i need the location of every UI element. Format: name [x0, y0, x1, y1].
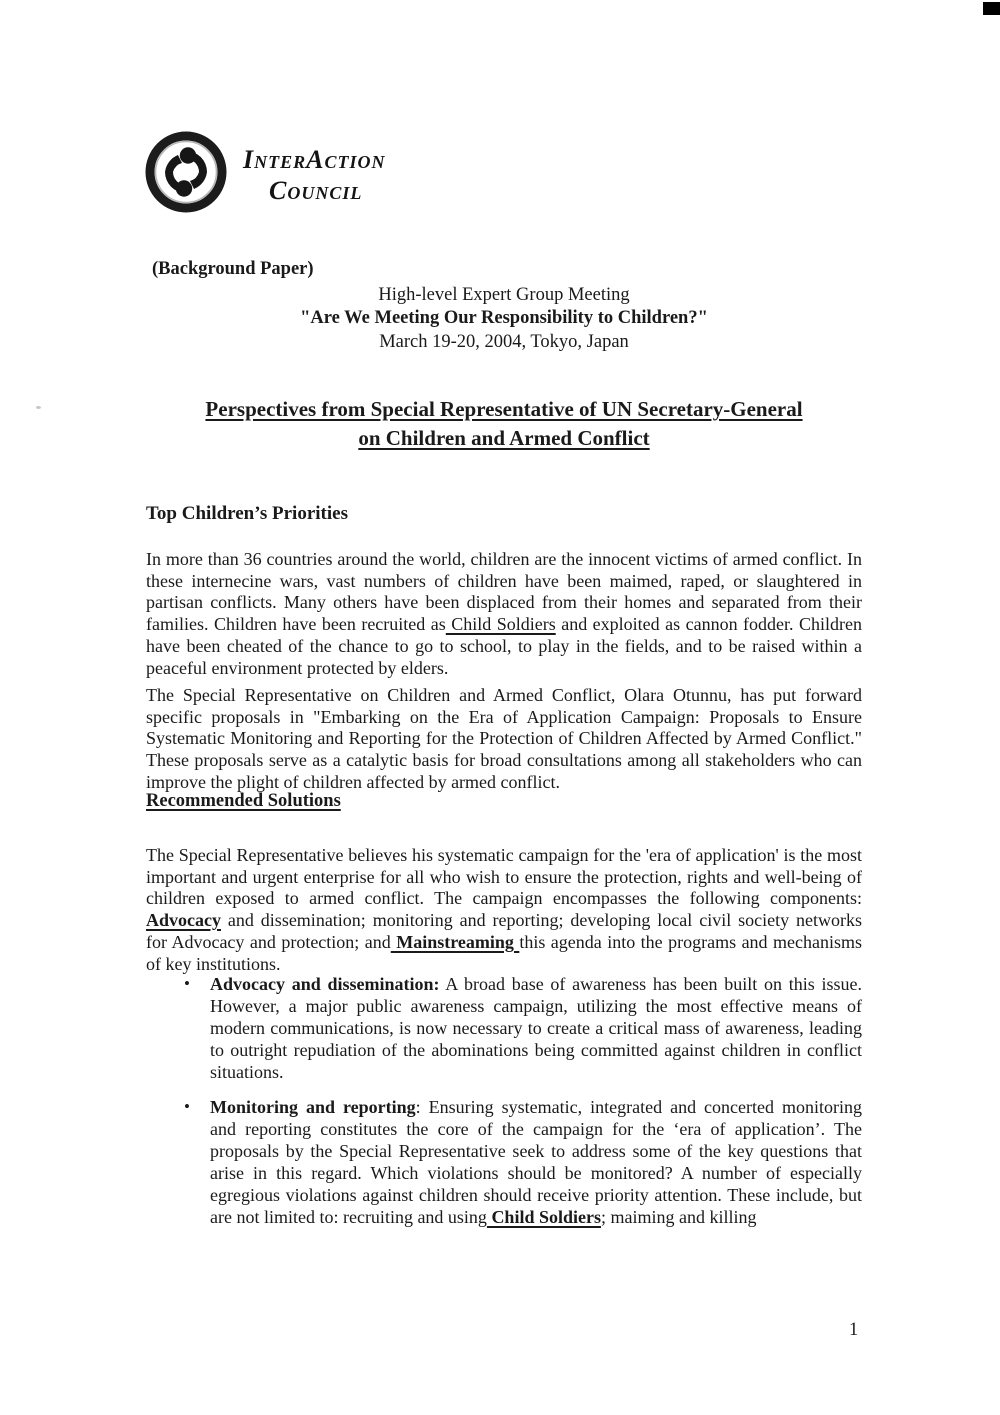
paragraph-priorities-2: The Special Representative on Children and Armed Conflict, Olara Otunnu, has put forward specific proposals in "Embarking on the Era of Application Campaign: Proposals to Ensure Systematic Monitoring and Reporting for the Protection of Children Affected by Armed Conflict." These proposals serve as a catalytic basis for broad consultations among all stakeholders who can improve the plight of children affected by armed conflict. [146, 685, 862, 792]
text-run: and dissemination; monitoring and reporting; developing local civil society networks for Advocacy and protection; and [146, 910, 862, 952]
interaction-council-logo [145, 131, 385, 213]
bullet-icon: • [184, 1097, 190, 1116]
text-run: A broad base of awareness has been built on this issue. However, a major public awareness campaign, utilizing the most effective means of modern communications, is now necessary to create a critical mass of awareness, leading to outright repudiation of the abominations being committed against children in conflict situations. [210, 974, 862, 1082]
text-run-bold-underlined: Advocacy [146, 910, 221, 931]
text-run-underlined: Child Soldiers [445, 614, 556, 635]
logo-wordmark [243, 144, 385, 206]
meeting-date-location: March 19-20, 2004, Tokyo, Japan [379, 331, 629, 352]
tomoe-swirl-emblem-icon [145, 131, 227, 213]
document-title-line2: on Children and Armed Conflict [358, 426, 650, 450]
document-title [146, 395, 862, 453]
bullet-item-monitoring [184, 1097, 862, 1228]
document-title-line1: Perspectives from Special Representative of UN Secretary-General [205, 397, 803, 421]
text-run-bold-underlined: Child Soldiers [486, 1206, 601, 1227]
logo-name-line1: InterAction [243, 145, 386, 174]
background-paper-label: (Background Paper) [152, 259, 314, 279]
text-run-bold-underlined: Mainstreaming [390, 931, 520, 952]
paragraph-priorities-1 [146, 549, 862, 679]
scan-speck-artifact [36, 406, 41, 409]
meeting-name: High-level Expert Group Meeting [378, 284, 630, 305]
scan-corner-artifact [983, 2, 1000, 15]
bullet-lead-bold: Monitoring and reporting [210, 1097, 416, 1117]
section-heading-priorities: Top Children’s Priorities [146, 503, 348, 524]
text-run: ; maiming and killing [600, 1206, 757, 1227]
logo-name-line2: Council [269, 176, 363, 205]
text-run: and exploited as cannon fodder. Children have been cheated of the chance to go to school, to play in the fields, and to be raised within a peaceful environment protected by elders. [146, 614, 863, 678]
page-number: 1 [849, 1320, 859, 1340]
paragraph-solutions [146, 845, 862, 975]
bullet-lead-bold: Advocacy and dissemination: [210, 974, 440, 994]
text-run: this agenda into the programs and mechanisms of key institutions. [146, 931, 862, 974]
meeting-theme: "Are We Meeting Our Responsibility to Children?" [300, 308, 708, 328]
section-heading-solutions: Recommended Solutions [146, 791, 341, 811]
header-meta [146, 258, 862, 354]
text-run: The Special Representative believes his systematic campaign for the 'era of application' is the most important and urgent enterprise for all who wish to ensure the protection, rights and well-being of children exposed to armed conflict. The campaign encompasses the following components: [146, 845, 862, 909]
text-run: : Ensuring systematic, integrated and concerted monitoring and reporting constitutes the core of the campaign for the ‘era of application’. The proposals by the Special Representative seek to address some of the key questions that arise in this regard. Which violations should be monitored? A number of especially egregious violations against children should receive priority attention. These include, but are not limited to: recruiting and using [210, 1097, 862, 1227]
bullet-icon: • [184, 974, 190, 993]
bullet-item-advocacy [184, 974, 862, 1084]
text-run: In more than 36 countries around the world, children are the innocent victims of armed conflict. In these internecine wars, vast numbers of children have been maimed, raped, or slaughtered in partisan conflicts. Many others have been displaced from their homes and separated from their families. Children have been recruited as [146, 549, 862, 635]
